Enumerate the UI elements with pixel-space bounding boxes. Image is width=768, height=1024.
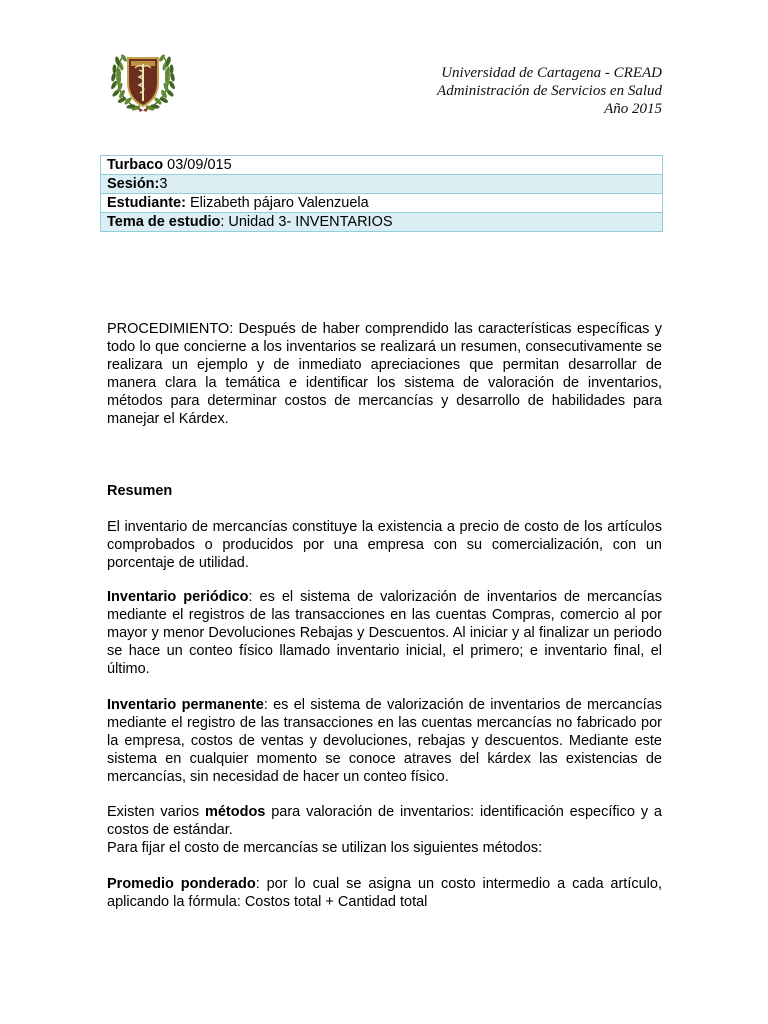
methods-followup-line: Para fijar el costo de mercancías se utilizan los siguientes métodos:: [107, 840, 543, 856]
crest-icon: [109, 49, 177, 113]
info-value: 03/09/015: [163, 157, 232, 173]
program-name: Administración de Servicios en Salud: [437, 83, 662, 99]
methods-term: métodos: [204, 804, 266, 820]
permanent-inventory-text: : es el sistema de valorización de inventarios de mercancías mediante el registro de las transacciones en las cuentas mercancías no fabricado por la empresa, costos de ventas y devoluciones, rebajas y descuentos. Mediante este sistema en cualquier momento se conoce atraves del kárdex las existencias de mercancías, sin necesidad de hacer un conteo físico.: [107, 697, 662, 785]
periodic-inventory-paragraph: [107, 588, 662, 678]
year-label: Año 2015: [604, 101, 662, 117]
info-cell: [101, 194, 663, 213]
summary-heading: Resumen: [107, 483, 173, 499]
info-value: : Unidad 3- INVENTARIOS: [220, 214, 393, 230]
info-cell: [101, 156, 663, 175]
periodic-inventory-text: : es el sistema de valorización de inventarios de mercancías mediante el registros de las transacciones en las cuentas Compras, comercio al por mayor y menor Devoluciones Rebajas y Descuentos. Al iniciar y al finalizar un periodo se hace un conteo físico llamado inventario inicial, el primero; e inventario final, el último.: [107, 589, 662, 677]
info-label: Estudiante:: [107, 195, 186, 211]
weighted-average-text: : por lo cual se asigna un costo intermedio a cada artículo, aplicando la fórmula: Costos total + Cantidad total: [107, 876, 662, 910]
methods-text-after: para valoración de inventarios: identificación específico y a costos de estándar.: [107, 804, 662, 838]
institution-header: [437, 64, 662, 118]
weighted-average-paragraph: [107, 875, 662, 911]
summary-paragraph: El inventario de mercancías constituye la existencia a precio de costo de los artículos comprobados o producidos por una empresa con su comercialización, con un porcentaje de utilidad.: [107, 519, 662, 571]
info-label: Tema de estudio: [107, 214, 221, 230]
permanent-inventory-paragraph: [107, 696, 662, 786]
methods-text-before: Existen varios: [107, 804, 205, 820]
info-value: 3: [159, 176, 168, 192]
info-cell: [101, 213, 663, 232]
info-row-topic: [101, 213, 663, 232]
info-label: Turbaco: [107, 157, 164, 173]
info-row-session: [101, 175, 663, 194]
university-name: Universidad de Cartagena - CREAD: [441, 65, 662, 81]
procedure-paragraph: PROCEDIMIENTO: Después de haber comprendido las características específicas y todo lo que concierne a los inventarios se realizará un resumen, consecutivamente se realizara un ejemplo y de inmediato apreciaciones que permitan desarrollar de manera clara la temática e identificar los sistema de valoración de inventarios, métodos para determinar costos de mercancías y desarrollo de habilidades para manejar el Kárdex.: [107, 321, 662, 427]
methods-paragraph: [107, 803, 662, 839]
session-info-table: [100, 155, 663, 232]
info-cell: [101, 175, 663, 194]
info-label: Sesión:: [107, 176, 160, 192]
university-crest-logo: [109, 49, 177, 113]
document-body: [107, 320, 662, 911]
periodic-inventory-term: Inventario periódico: [107, 589, 249, 605]
info-row-location-date: [101, 156, 663, 175]
info-value: Elizabeth pájaro Valenzuela: [185, 195, 369, 211]
info-row-student: [101, 194, 663, 213]
permanent-inventory-term: Inventario permanente: [107, 697, 264, 713]
weighted-average-term: Promedio ponderado: [107, 876, 256, 892]
